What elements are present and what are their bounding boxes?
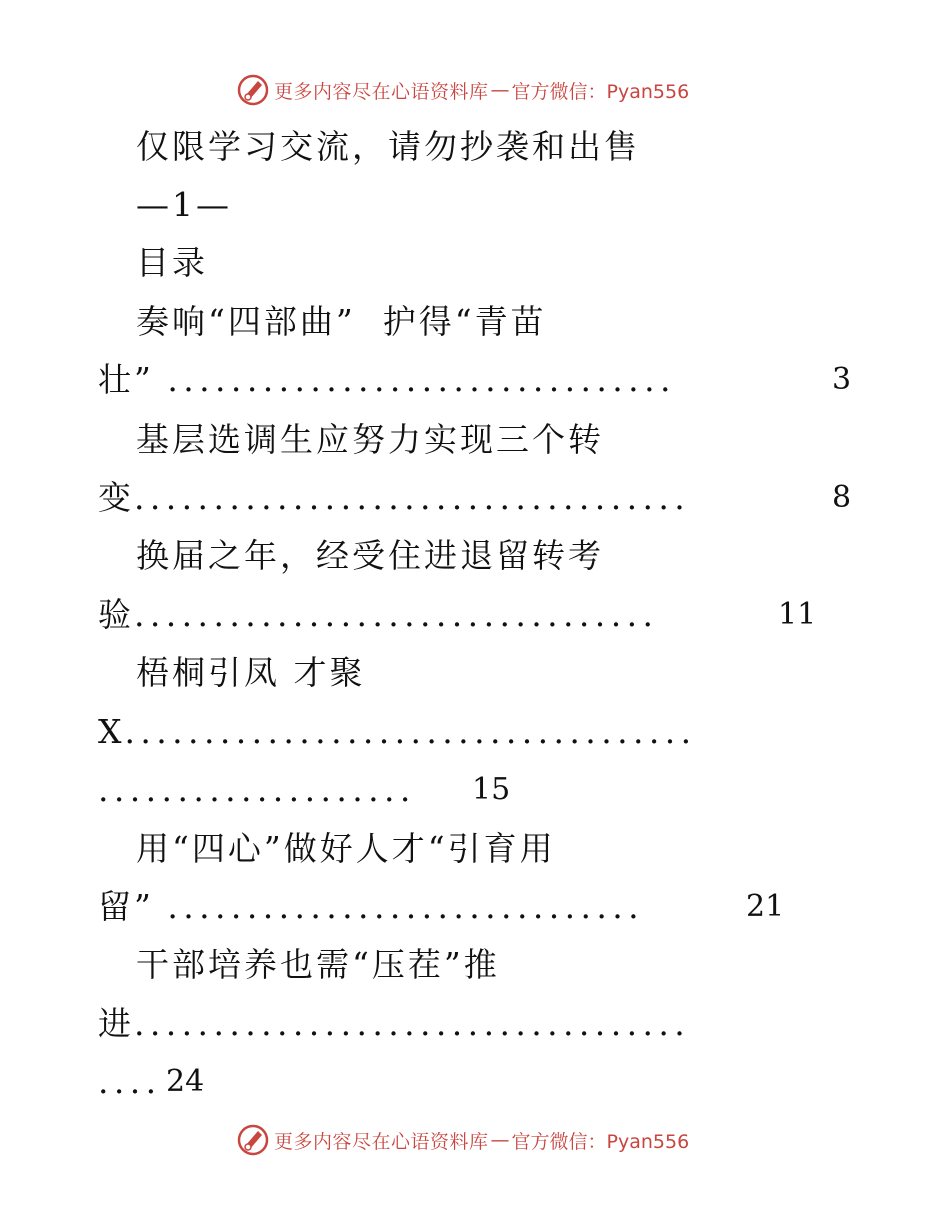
toc-entry-title: 梧桐引凤 才聚 <box>136 653 366 692</box>
toc-entry-cont: 进 <box>98 1004 134 1043</box>
toc-entry-title: 基层选调生应努力实现三个转 <box>136 420 604 459</box>
toc-entry-title: 奏响“四部曲” 护得“青苗 <box>136 302 547 341</box>
watermark-separator: — <box>490 1129 510 1151</box>
toc-entry-title: 用“四心”做好人才“引育用 <box>136 829 556 868</box>
watermark-wechat: 官方微信：Pyan556 <box>511 1130 690 1153</box>
toc-entry-page: 8 <box>832 480 852 515</box>
toc-leader-dots: .................... <box>98 770 416 809</box>
toc-entry-cont: 留” <box>98 887 154 926</box>
toc-entry-leader <box>98 1004 690 1044</box>
watermark-text: 更多内容尽在心语资料库 <box>274 80 489 103</box>
toc-entry-cont: X <box>98 712 125 751</box>
toc-heading: 目录 <box>136 243 208 282</box>
toc-entry-leader <box>98 360 676 400</box>
toc-leader-dots: ................................. <box>134 595 659 634</box>
toc-entry-leader-continued <box>98 770 416 810</box>
brand-logo-icon <box>236 73 270 107</box>
toc-leader-dots: .................................... <box>124 712 697 751</box>
toc-entry-cont: 壮” <box>98 360 154 399</box>
toc-entry-page: 24 <box>166 1064 205 1099</box>
usage-notice: 仅限学习交流，请勿抄袭和出售 <box>136 127 640 166</box>
toc-entry-cont: 验 <box>98 595 134 634</box>
page-marker: —1— <box>136 185 232 224</box>
toc-entry-leader <box>98 595 658 635</box>
toc-entry-page: 15 <box>472 772 511 807</box>
watermark-separator: — <box>490 79 510 101</box>
toc-entry-page: 11 <box>778 597 817 632</box>
watermark-text: 更多内容尽在心语资料库 <box>274 1130 489 1153</box>
toc-entry-title: 干部培养也需“压茬”推 <box>136 945 500 984</box>
toc-entry-leader <box>98 712 697 752</box>
brand-logo-icon <box>236 1123 270 1157</box>
toc-leader-dots: ................................... <box>134 1004 691 1043</box>
toc-entry-cont: 变 <box>98 478 134 517</box>
toc-leader-dots: ................................ <box>167 360 676 399</box>
header-watermark <box>236 72 689 108</box>
toc-leader-dots: .... <box>98 1062 162 1101</box>
toc-leader-dots: ................................... <box>134 478 691 517</box>
toc-entry-page: 21 <box>746 889 785 924</box>
toc-entry-leader-continued <box>98 1062 162 1102</box>
toc-entry-leader <box>98 887 644 927</box>
toc-entry-leader <box>98 478 690 518</box>
toc-leader-dots: .............................. <box>167 887 645 926</box>
toc-entry-page: 3 <box>832 362 852 397</box>
watermark-wechat: 官方微信：Pyan556 <box>511 80 690 103</box>
toc-entry-title: 换届之年，经受住进退留转考 <box>136 536 604 575</box>
footer-watermark <box>236 1122 689 1158</box>
